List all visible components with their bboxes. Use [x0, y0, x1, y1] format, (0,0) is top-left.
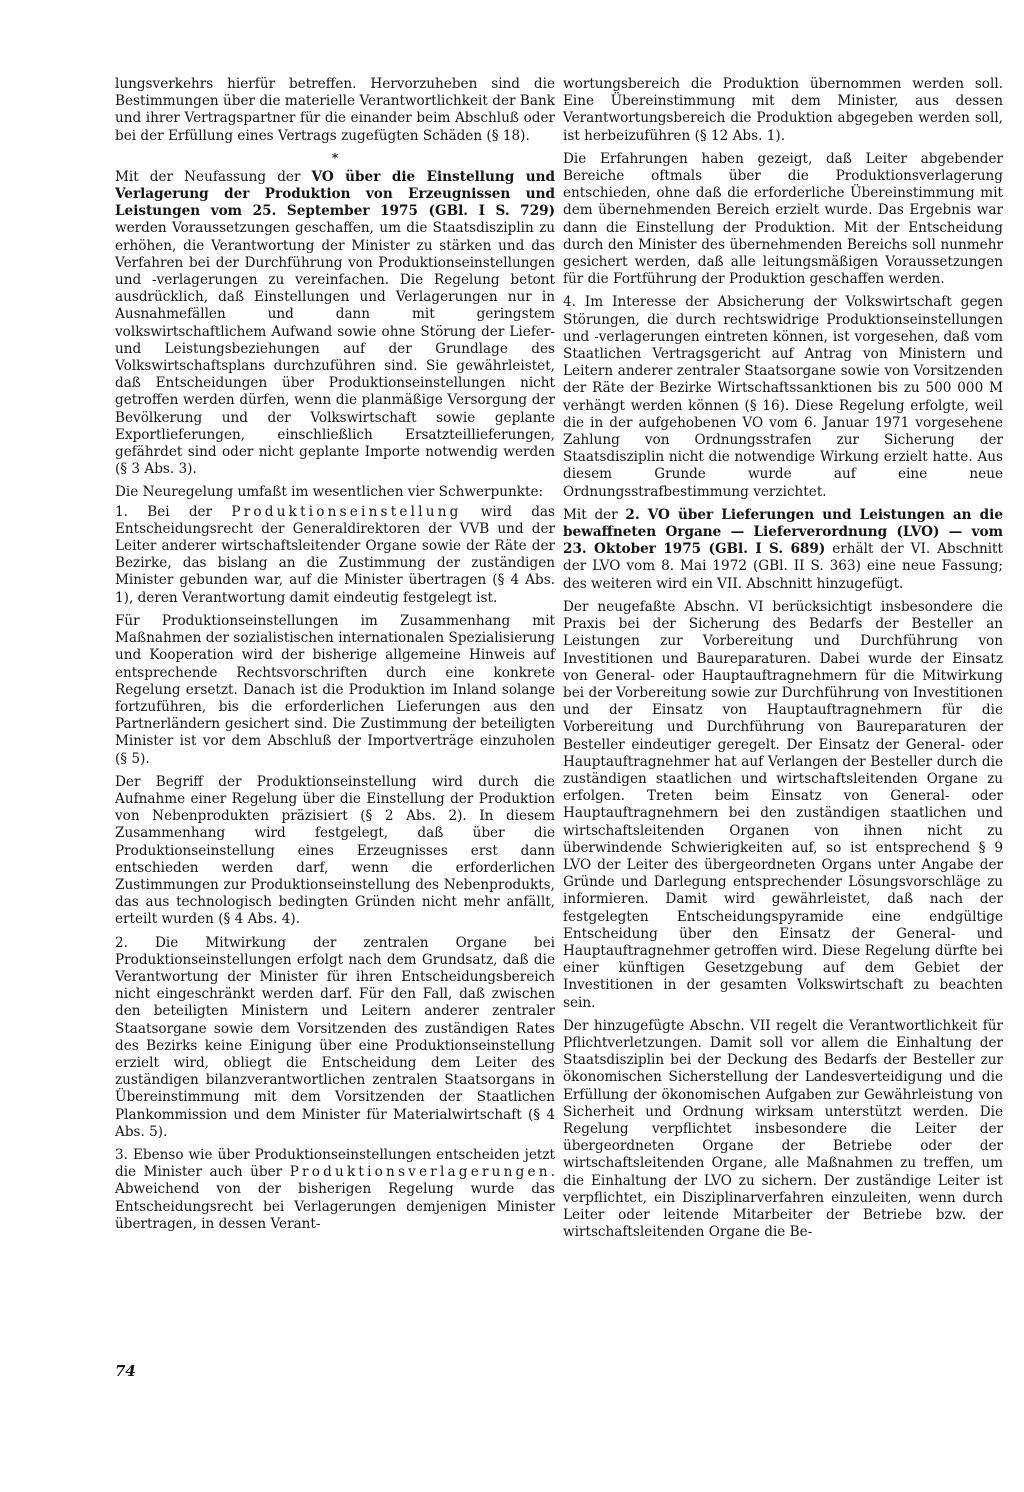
paragraph: 2. Die Mitwirkung der zentralen Organe bei Produktionseinstellungen erfolgt nach dem Grundsatz, daß die Verantwortung der Minister für ihren Entscheidungsbereich nicht eingeschränkt werden darf. Für den Fall, daß zwischen den beteiligten Ministern und Leitern anderer zentraler Staatsorgane sowie dem Vorsitzenden des zuständigen Rates des Bezirks keine Einigung über eine Produktionseinstellung erzielt wird, obliegt die Entscheidung dem Leiter des zuständigen bilanzverantwortlichen zentralen Staatsorgans in Übereinstimmung mit dem Vorsitzenden der Staatlichen Plankommission und dem Minister für Materialwirtschaft (§ 4 Abs. 5). — [115, 934, 555, 1140]
text-run: 1. Bei der — [115, 503, 232, 520]
text-run: Mit der Neufassung der — [115, 168, 312, 185]
paragraph: Der hinzugefügte Abschn. VII regelt die Verantwortlichkeit für Pflichtverletzungen. Damit soll vor allem die Einhaltung der Staatsdisziplin bei der Deckung des Bedarfs der Besteller zur ökonomischen Sicherstellung der Landesverteidigung und die Erfüllung der ökonomischen Aufgaben zur Gewährleistung von Sicherheit und Ordnung wirksam unterstützt werden. Die Regelung verpflichtet insbesondere die Leiter der übergeordneten Organe der Betriebe oder der wirtschaftsleitenden Organe, alle Maßnahmen zu treffen, um die Einhaltung der LVO zu sichern. Der zuständige Leiter ist verpflichtet, ein Disziplinarverfahren einzuleiten, wenn durch Leiter oder leitende Mitarbeiter der Betriebe bzw. der wirtschaftsleitenden Organe die Be- — [563, 1017, 1003, 1241]
text-run: Mit der — [563, 506, 626, 523]
paragraph — [115, 504, 555, 607]
left-column — [115, 76, 555, 1239]
text-run: . Abweichend von der bisherigen Regelung wurde das Entscheidungsrecht bei Verlagerungen demjenigen Minister übertragen, in dessen Verant- — [115, 1164, 555, 1232]
paragraph: Die Erfahrungen haben gezeigt, daß Leiter abgebender Bereiche oftmals über die Produktionsverlagerung entschieden, ohne daß die erforderliche Übereinstimmung mit dem übernehmenden Bereich erzielt wurde. Das Ergebnis war dann die Einstellung der Produktion. Mit der Entscheidung durch den Minister des übernehmenden Bereichs soll nunmehr gesichert werden, daß alle leitungsmäßigen Voraussetzungen für die Fortführung der Produktion geschaffen werden. — [563, 150, 1003, 288]
emphasized-term: Produktionsverlagerungen — [289, 1164, 551, 1181]
text-run: werden Voraussetzungen geschaffen, um die Staatsdisziplin zu erhöhen, die Verantwortung der Minister zu stärken und das Verfahren bei der Durchführung von Produktionseinstellungen und -verlagerungen zu vereinfachen. Die Regelung betont ausdrücklich, daß Einstellungen und Verlagerungen nur in Ausnahmefällen und dann mit geringstem volkswirtschaftlichem Aufwand sowie ohne Störung der Liefer- und Leistungsbeziehungen auf der Grundlage des Volkswirtschaftsplans durchzuführen sind. Sie gewährleistet, daß Entscheidungen über Produktionseinstellungen nicht getroffen werden dürfen, wenn die planmäßige Versorgung der Bevölkerung und der Volkswirtschaft sowie geplante Exportlieferungen, einschließlich Ersatzteillieferungen, gefährdet sind oder nicht geplante Importe notwendig werden (§ 3 Abs. 3). — [115, 220, 555, 478]
text-run: 3. Ebenso wie über Produktionseinstellungen entscheiden jetzt die Minister auch über — [115, 1146, 555, 1181]
regulation-title: VO über die Einstellung und Verlagerung der Produktion von Erzeugnissen und Leistungen vom 25. September 1975 (GBl. I S. 729) — [115, 168, 555, 220]
regulation-title: 2. VO über Lieferungen und Leistungen an die bewaffneten Organe — Lieferverordnung (LVO) — vom 23. Oktober 1975 (GBl. I S. 689) — [563, 506, 1003, 558]
section-separator: * — [331, 150, 339, 165]
paragraph: Der Begriff der Produktionseinstellung wird durch die Aufnahme einer Regelung über die Einstellung der Produktion von Nebenprodukten präzisiert (§ 2 Abs. 2). In diesem Zusammenhang wird festgelegt, daß über die Produktionseinstellung eines Erzeugnisses erst dann entschieden werden darf, wenn die erforderlichen Zustimmungen zur Produktionseinstellung des Nebenprodukts, das aus technologisch bedingten Gründen nicht mehr anfällt, erteilt wurden (§ 4 Abs. 4). — [115, 773, 555, 928]
paragraph: lungsverkehrs hierfür betreffen. Hervorzuheben sind die Bestimmungen über die materielle Verantwortlichkeit der Bank und ihrer Vertragspartner für die einander beim Abschluß oder bei der Erfüllung eines Vertrags zugefügten Schäden (§ 18). — [115, 76, 555, 144]
paragraph — [115, 1147, 555, 1233]
paragraph: wortungsbereich die Produktion übernommen werden soll. Eine Übereinstimmung mit dem Minister, aus dessen Verantwortungsbereich die Produktion abgegeben werden soll, ist herbeizuführen (§ 12 Abs. 1). — [563, 76, 1003, 144]
emphasized-term: Produktionseinstellung — [231, 503, 462, 520]
paragraph: Für Produktionseinstellungen im Zusammenhang mit Maßnahmen der sozialistischen internationalen Spezialisierung und Kooperation wird der bisherige allgemeine Hinweis auf entsprechende Rechtsvorschriften durch eine konkrete Regelung ersetzt. Danach ist die Produktion im Inland solange fortzuführen, bis die erforderlichen Lieferungen aus den Partnerländern gesichert sind. Die Zustimmung der beteiligten Minister ist vor dem Abschluß der Importverträge einzuholen (§ 5). — [115, 612, 555, 767]
paragraph: 4. Im Interesse der Absicherung der Volkswirtschaft gegen Störungen, die durch rechtswidrige Produktionseinstellungen und -verlagerungen eintreten können, ist vorgesehen, daß vom Staatlichen Vertragsgericht auf Antrag von Ministern und Leitern anderer zentraler Staatsorgane sowie von Vorsitzenden der Räte der Bezirke Wirtschaftssanktionen bis zu 500 000 M verhängt werden können (§ 16). Diese Regelung erfolgte, weil die in der aufgehobenen VO vom 6. Januar 1971 vorgesehene Zahlung von Ordnungsstrafen zur Sicherung der Staatsdisziplin nicht die notwendige Wirkung erzielt hatte. Aus diesem Grunde wurde auf eine neue Ordnungsstrafbestimmung verzichtet. — [563, 294, 1003, 500]
text-run: wird das Entscheidungsrecht der Generaldirektoren der VVB und der Leiter anderer wirtschaftsleitender Organe sowie der Räte der Bezirke, das bislang an die Zustimmung der zuständigen Minister gebunden war, auf die Minister übertragen (§ 4 Abs. 1), deren Verantwortung damit eindeutig festgelegt ist. — [115, 503, 556, 606]
paragraph — [563, 507, 1003, 593]
text-run: erhält der VI. Abschnitt der LVO vom 8. Mai 1972 (GBl. II S. 363) eine neue Fassung; des weiteren wird ein VII. Abschnitt hinzugefügt. — [563, 541, 1003, 592]
page-number: 74 — [115, 1362, 136, 1380]
paragraph — [115, 169, 555, 479]
paragraph: Die Neuregelung umfaßt im wesentlichen vier Schwerpunkte: — [115, 484, 544, 501]
paragraph: Der neugefaßte Abschn. VI berücksichtigt insbesondere die Praxis bei der Sicherung des Bedarfs der Besteller an Leistungen zur Vorbereitung und Durchführung von Investitionen und Baureparaturen. Dabei wurde der Einsatz von General- oder Hauptauftragnehmern für die Mitwirkung bei der Vorbereitung sowie zur Durchführung von Investitionen und der Einsatz von Hauptauftragnehmern für die Vorbereitung und Durchführung von Baureparaturen der Besteller eindeutiger geregelt. Der Einsatz der General- oder Hauptauftragnehmer hat auf Verlangen der Besteller durch die zuständigen staatlichen und wirtschaftsleitenden Organe zu erfolgen. Treten beim Einsatz von General- oder Hauptauftragnehmern bei den zuständigen staatlichen und wirtschaftsleitenden Organen von ihnen nicht zu überwindende Schwierigkeiten auf, so ist entsprechend § 9 LVO der Leiter des übergeordneten Organs unter Angabe der Gründe und Darlegung entsprechender Lösungsvorschläge zu informieren. Damit wird gewährleistet, daß nach der festgelegten Entscheidungspyramide eine endgültige Entscheidung über den Einsatz der General- und Hauptauftragnehmer getroffen wird. Diese Regelung dürfte bei einer künftigen Gesetzgebung auf dem Gebiet der Investitionen in der gesamten Volkswirtschaft zu beachten sein. — [563, 598, 1003, 1011]
right-column — [563, 76, 1003, 1247]
